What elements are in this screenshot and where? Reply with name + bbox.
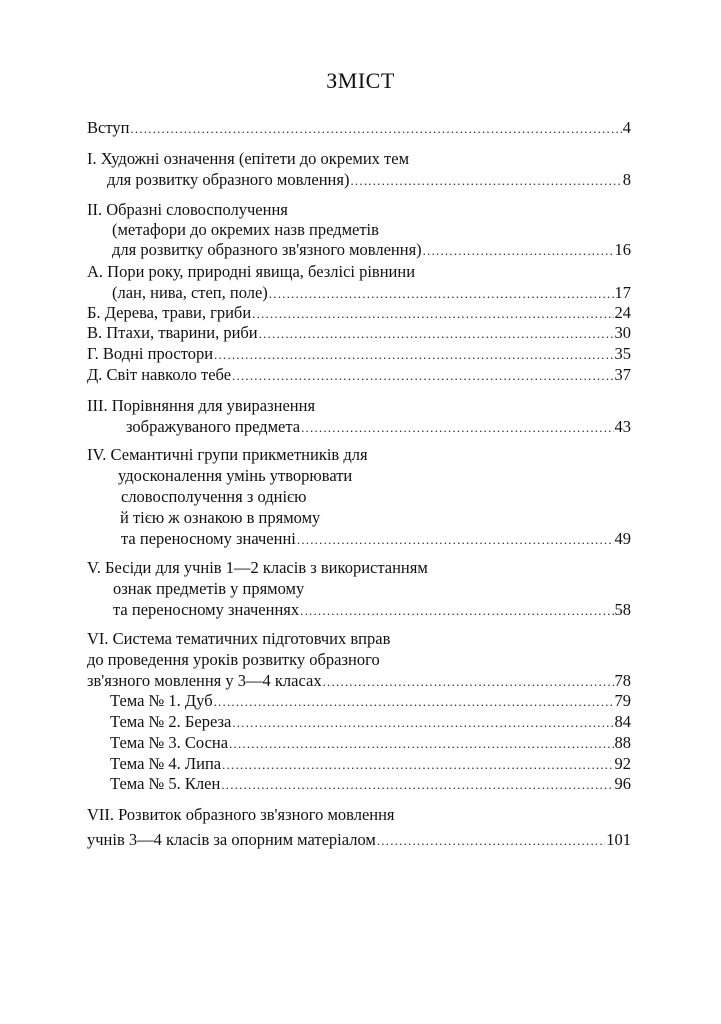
toc-entry-text: для розвитку образного мовлення) — [107, 170, 350, 189]
leader-dots — [350, 170, 621, 192]
toc-page-number: 17 — [614, 283, 631, 302]
toc-entry-s6 — [87, 670, 631, 692]
toc-entry-s4 — [121, 528, 631, 550]
toc-subentry-a-line1: А. Пори року, природні явища, безлісі рівнини — [87, 262, 416, 281]
toc-page-number: 92 — [614, 754, 631, 773]
leader-dots — [214, 344, 613, 366]
toc-entry-text: зображуваного предмета — [126, 417, 301, 436]
toc-entry-s4-line3: словосполучення з однією — [121, 487, 307, 506]
toc-entry-s4-line1: ІV. Семантичні групи прикметників для — [87, 445, 368, 464]
toc-page-number: 84 — [614, 712, 631, 731]
toc-page-number: 30 — [614, 323, 631, 342]
leader-dots — [377, 830, 605, 852]
toc-entry-text: (лан, нива, степ, поле) — [112, 283, 268, 302]
toc-entry-s5 — [113, 599, 631, 621]
leader-dots — [130, 118, 621, 140]
toc-page-number: 96 — [614, 774, 631, 793]
toc-entry-text: Д. Світ навколо тебе — [87, 365, 232, 384]
toc-entry-s2-line1: ІІ. Образні словосполучення — [87, 200, 288, 219]
toc-entry-s7 — [87, 829, 631, 851]
toc-entry-text: Б. Дерева, трави, гриби — [87, 303, 252, 322]
leader-dots — [423, 240, 614, 262]
toc-page-number: 4 — [622, 118, 631, 137]
toc-entry-text: Вступ — [87, 118, 130, 137]
toc-topic-3 — [110, 732, 631, 754]
toc-page-number: 78 — [614, 671, 631, 690]
toc-entry-text: Тема № 2. Береза — [110, 712, 232, 731]
toc-entry-s4-line2: удосконалення умінь утворювати — [118, 466, 353, 485]
toc-entry-text: для розвитку образного зв'язного мовлення) — [112, 240, 422, 259]
toc-entry-s2-line2: (метафори до окремих назв предметів — [112, 220, 379, 239]
toc-entry-s3-line1: ІІІ. Порівняння для увиразнення — [87, 396, 316, 415]
toc-page-number: 49 — [614, 529, 631, 548]
toc-page-number: 88 — [614, 733, 631, 752]
toc-page-number: 16 — [614, 240, 631, 259]
toc-entry-text: Тема № 5. Клен — [110, 774, 221, 793]
toc-page-number: 35 — [614, 344, 631, 363]
toc-page-number: 24 — [614, 303, 631, 322]
toc-entry-text: Тема № 1. Дуб — [110, 691, 213, 710]
toc-subentry-g — [87, 343, 631, 365]
toc-entry-s4-line4: й тією ж ознакою в прямому — [120, 508, 321, 527]
toc-entry-s3 — [126, 416, 631, 438]
toc-entry-s2 — [112, 239, 631, 261]
toc-entry-text: Г. Водні простори — [87, 344, 214, 363]
toc-entry-text: Тема № 3. Сосна — [110, 733, 229, 752]
toc-entry-text: учнів 3—4 класів за опорним матеріалом — [87, 830, 376, 849]
toc-page-number: 8 — [622, 170, 631, 189]
toc-entry-text: та переносному значенні — [121, 529, 296, 548]
toc-entry-s1 — [107, 169, 631, 191]
toc-page-number: 79 — [614, 691, 631, 710]
toc-entry-intro — [87, 117, 631, 139]
leader-dots — [214, 691, 614, 713]
toc-entry-s6-line1: VІ. Система тематичних підготовчих вправ — [87, 629, 391, 648]
toc-entry-text: та переносному значеннях — [113, 600, 300, 619]
toc-entry-text: Тема № 4. Липа — [110, 754, 222, 773]
toc-entry-s1-line1: І. Художні означення (епітети до окремих тем — [87, 149, 410, 168]
toc-subentry-v — [87, 322, 631, 344]
toc-page-number: 37 — [614, 365, 631, 384]
toc-entry-s5-line2: ознак предметів у прямому — [113, 579, 305, 598]
toc-entry-s5-line1: V. Бесіди для учнів 1—2 класів з використанням — [87, 558, 428, 577]
leader-dots — [232, 365, 613, 387]
toc-subentry-a — [112, 282, 631, 304]
leader-dots — [297, 529, 614, 551]
toc-page-number: 58 — [614, 600, 631, 619]
toc-subentry-b — [87, 302, 631, 324]
toc-subentry-d — [87, 364, 631, 386]
toc-topic-4 — [110, 753, 631, 775]
page-title: ЗМІСТ — [326, 68, 395, 93]
toc-entry-s7-line1: VІІ. Розвиток образного зв'язного мовлення — [87, 805, 395, 824]
toc-topic-2 — [110, 711, 631, 733]
leader-dots — [300, 600, 613, 622]
leader-dots — [221, 774, 613, 796]
leader-dots — [232, 712, 613, 734]
toc-entry-text: В. Птахи, тварини, риби — [87, 323, 258, 342]
toc-page-number: 43 — [614, 417, 631, 436]
toc-topic-5 — [110, 773, 631, 795]
toc-topic-1 — [110, 690, 631, 712]
toc-page-number: 101 — [606, 830, 631, 849]
leader-dots — [259, 323, 614, 345]
leader-dots — [301, 417, 613, 439]
toc-entry-text: зв'язного мовлення у 3—4 класах — [87, 671, 322, 690]
toc-entry-s6-line2: до проведення уроків розвитку образного — [87, 650, 380, 669]
leader-dots — [229, 733, 613, 755]
